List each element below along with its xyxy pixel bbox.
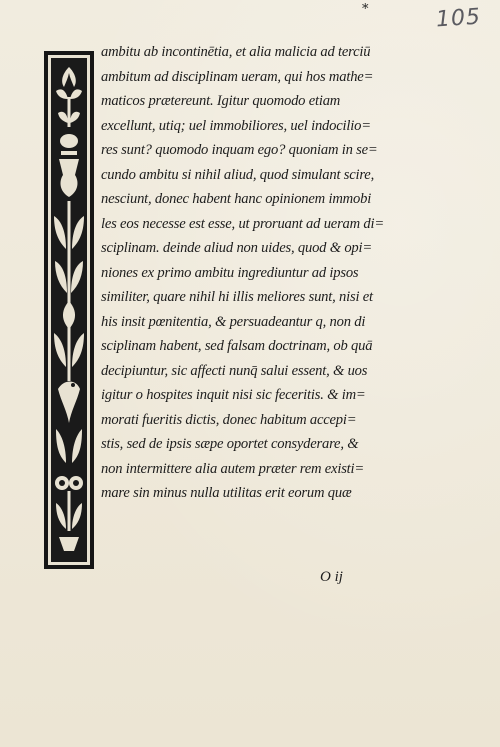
folio-number: 105 xyxy=(435,4,482,33)
text-line: stis, sed de ipsis sæpe oportet consyderare, & xyxy=(101,436,359,452)
text-line: ambitum ad disciplinam ueram, qui hos mathe= xyxy=(101,68,374,85)
text-line: morati fueritis dictis, donec habitum accepi= xyxy=(101,411,357,428)
text-line: mare sin minus nulla utilitas erit eorum quæ xyxy=(101,485,352,501)
signature-mark: O ij xyxy=(320,569,343,585)
text-line: les eos necesse est esse, ut proruant ad ueram di= xyxy=(101,215,385,232)
folio-mark: * xyxy=(362,2,369,17)
text-line: igitur o hospites inquit nisi sic feceritis. & im= xyxy=(101,387,366,403)
text-line: his insit pœnitentia, & persuadeantur q, non di xyxy=(101,313,366,330)
text-line: sciplinam. deinde aliud non uides, quod & opi= xyxy=(101,240,373,256)
text-line: decipiuntur, sic affecti nunq̄ salui essent, & uos xyxy=(101,362,368,379)
text-line: niones ex primo ambitu ingrediuntur ad ipsos xyxy=(101,264,359,281)
text-line: res sunt? quomodo inquam ego? quoniam in se= xyxy=(101,142,378,158)
text-line: maticos prætereunt. Igitur quomodo etiam xyxy=(101,93,341,109)
text-line: cundo ambitu si nihil aliud, quod simulant scire, xyxy=(101,166,375,183)
text-line: nesciunt, donec habent hanc opinionem immobi xyxy=(101,191,372,207)
woodcut-initial-icon xyxy=(44,51,94,569)
text-line: non intermittere alia autem præter rem existi= xyxy=(101,460,365,477)
text-line: ambitu ab incontinētia, et alia malicia ad terciū xyxy=(101,44,371,60)
main-text xyxy=(101,40,413,506)
text-line: similiter, quare nihil hi illis meliores sunt, nisi et xyxy=(101,289,373,305)
text-line: excellunt, utiq; uel immobiliores, uel indocilio= xyxy=(101,117,371,134)
text-line: sciplinam habent, sed falsam doctrinam, ob quā xyxy=(101,338,373,354)
